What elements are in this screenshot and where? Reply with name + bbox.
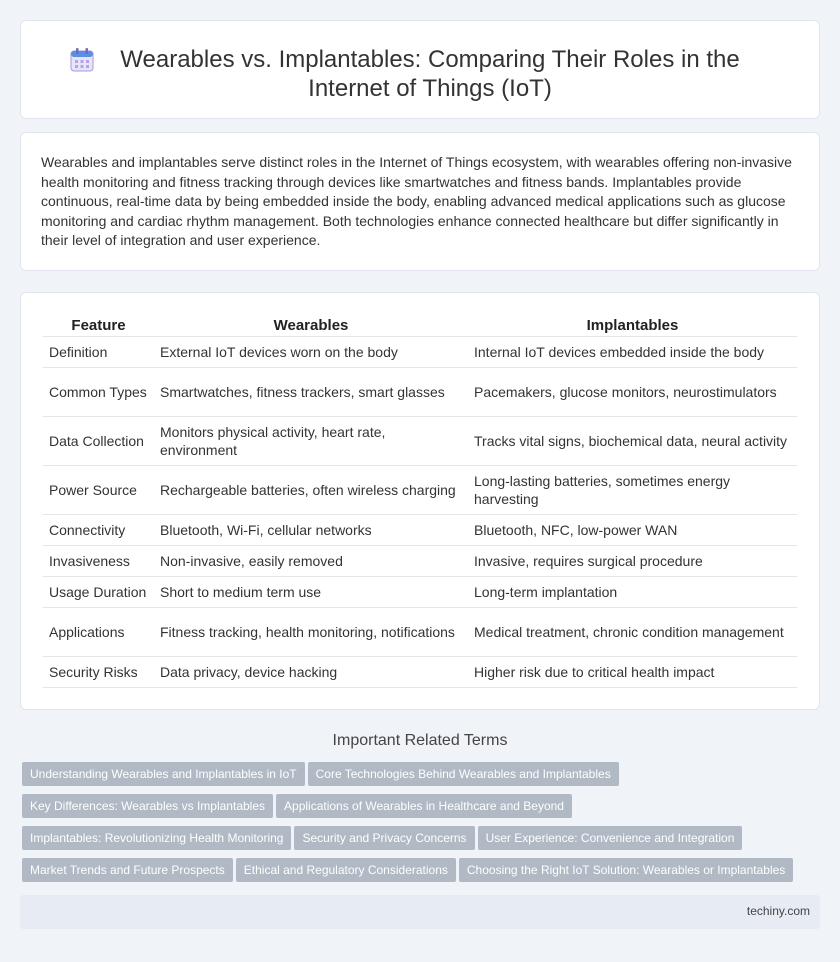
wearables-cell: Short to medium term use: [154, 577, 468, 608]
implantables-cell: Long-lasting batteries, sometimes energy harvesting: [468, 466, 797, 515]
table-row: [43, 368, 797, 417]
wearables-cell: Non-invasive, easily removed: [154, 546, 468, 577]
intro-text: Wearables and implantables serve distinct roles in the Internet of Things ecosystem, with wearables offering non-invasive health monitoring and fitness tracking through devices like smartwatches and fitness bands. Implantables provide continuous, real-time data by being embedded inside the body, enabling advanced medical applications such as glucose monitoring and cardiac rhythm management. Both technologies enhance connected healthcare but differ significantly in their level of integration and user experience.: [41, 154, 792, 248]
implantables-cell: Internal IoT devices embedded inside the body: [468, 337, 797, 368]
footer-site[interactable]: techiny.com: [746, 904, 810, 918]
related-terms-title: Important Related Terms: [332, 732, 508, 749]
implantables-cell: Tracks vital signs, biochemical data, neural activity: [468, 417, 797, 466]
related-tag[interactable]: Choosing the Right IoT Solution: Wearables or Implantables: [459, 858, 793, 882]
table-row: [43, 337, 797, 368]
wearables-cell: Bluetooth, Wi-Fi, cellular networks: [154, 515, 468, 546]
feature-cell: Connectivity: [43, 515, 154, 546]
wearables-cell: Data privacy, device hacking: [154, 657, 468, 688]
header-card: [20, 20, 820, 119]
feature-cell: Invasiveness: [43, 546, 154, 577]
table-row: [43, 515, 797, 546]
feature-cell: Common Types: [43, 368, 154, 417]
comparison-table: [43, 313, 797, 688]
wearables-cell: External IoT devices worn on the body: [154, 337, 468, 368]
table-row: [43, 417, 797, 466]
related-tag[interactable]: Ethical and Regulatory Considerations: [236, 858, 456, 882]
intro-card: [20, 132, 820, 271]
footer: [20, 895, 820, 929]
header-wearables: Wearables: [154, 313, 468, 337]
header-feature: Feature: [43, 313, 154, 337]
calendar-icon: [69, 47, 95, 73]
feature-cell: Usage Duration: [43, 577, 154, 608]
comparison-table-card: [20, 292, 820, 710]
related-terms-tags: [0, 762, 840, 890]
related-tag[interactable]: User Experience: Convenience and Integration: [478, 826, 743, 850]
feature-cell: Applications: [43, 608, 154, 657]
table-row: [43, 657, 797, 688]
implantables-cell: Higher risk due to critical health impact: [468, 657, 797, 688]
table-header-row: [43, 313, 797, 337]
related-tag[interactable]: Security and Privacy Concerns: [294, 826, 474, 850]
implantables-cell: Medical treatment, chronic condition management: [468, 608, 797, 657]
wearables-cell: Rechargeable batteries, often wireless charging: [154, 466, 468, 515]
implantables-cell: Bluetooth, NFC, low-power WAN: [468, 515, 797, 546]
implantables-cell: Long-term implantation: [468, 577, 797, 608]
feature-cell: Security Risks: [43, 657, 154, 688]
wearables-cell: Smartwatches, fitness trackers, smart glasses: [154, 368, 468, 417]
table-row: [43, 466, 797, 515]
table-row: [43, 577, 797, 608]
related-tag[interactable]: Understanding Wearables and Implantables in IoT: [22, 762, 305, 786]
page-title: Wearables vs. Implantables: Comparing Their Roles in the Internet of Things (IoT): [120, 46, 740, 102]
feature-cell: Power Source: [43, 466, 154, 515]
header-implantables: Implantables: [468, 313, 797, 337]
implantables-cell: Invasive, requires surgical procedure: [468, 546, 797, 577]
wearables-cell: Fitness tracking, health monitoring, notifications: [154, 608, 468, 657]
feature-cell: Data Collection: [43, 417, 154, 466]
implantables-cell: Pacemakers, glucose monitors, neurostimulators: [468, 368, 797, 417]
related-tag[interactable]: Core Technologies Behind Wearables and Implantables: [308, 762, 619, 786]
related-tag[interactable]: Market Trends and Future Prospects: [22, 858, 233, 882]
wearables-cell: Monitors physical activity, heart rate, environment: [154, 417, 468, 466]
related-terms-section: [0, 732, 840, 890]
feature-cell: Definition: [43, 337, 154, 368]
related-tag[interactable]: Applications of Wearables in Healthcare and Beyond: [276, 794, 572, 818]
related-tag[interactable]: Implantables: Revolutionizing Health Monitoring: [22, 826, 291, 850]
table-row: [43, 608, 797, 657]
related-tag[interactable]: Key Differences: Wearables vs Implantables: [22, 794, 273, 818]
table-row: [43, 546, 797, 577]
